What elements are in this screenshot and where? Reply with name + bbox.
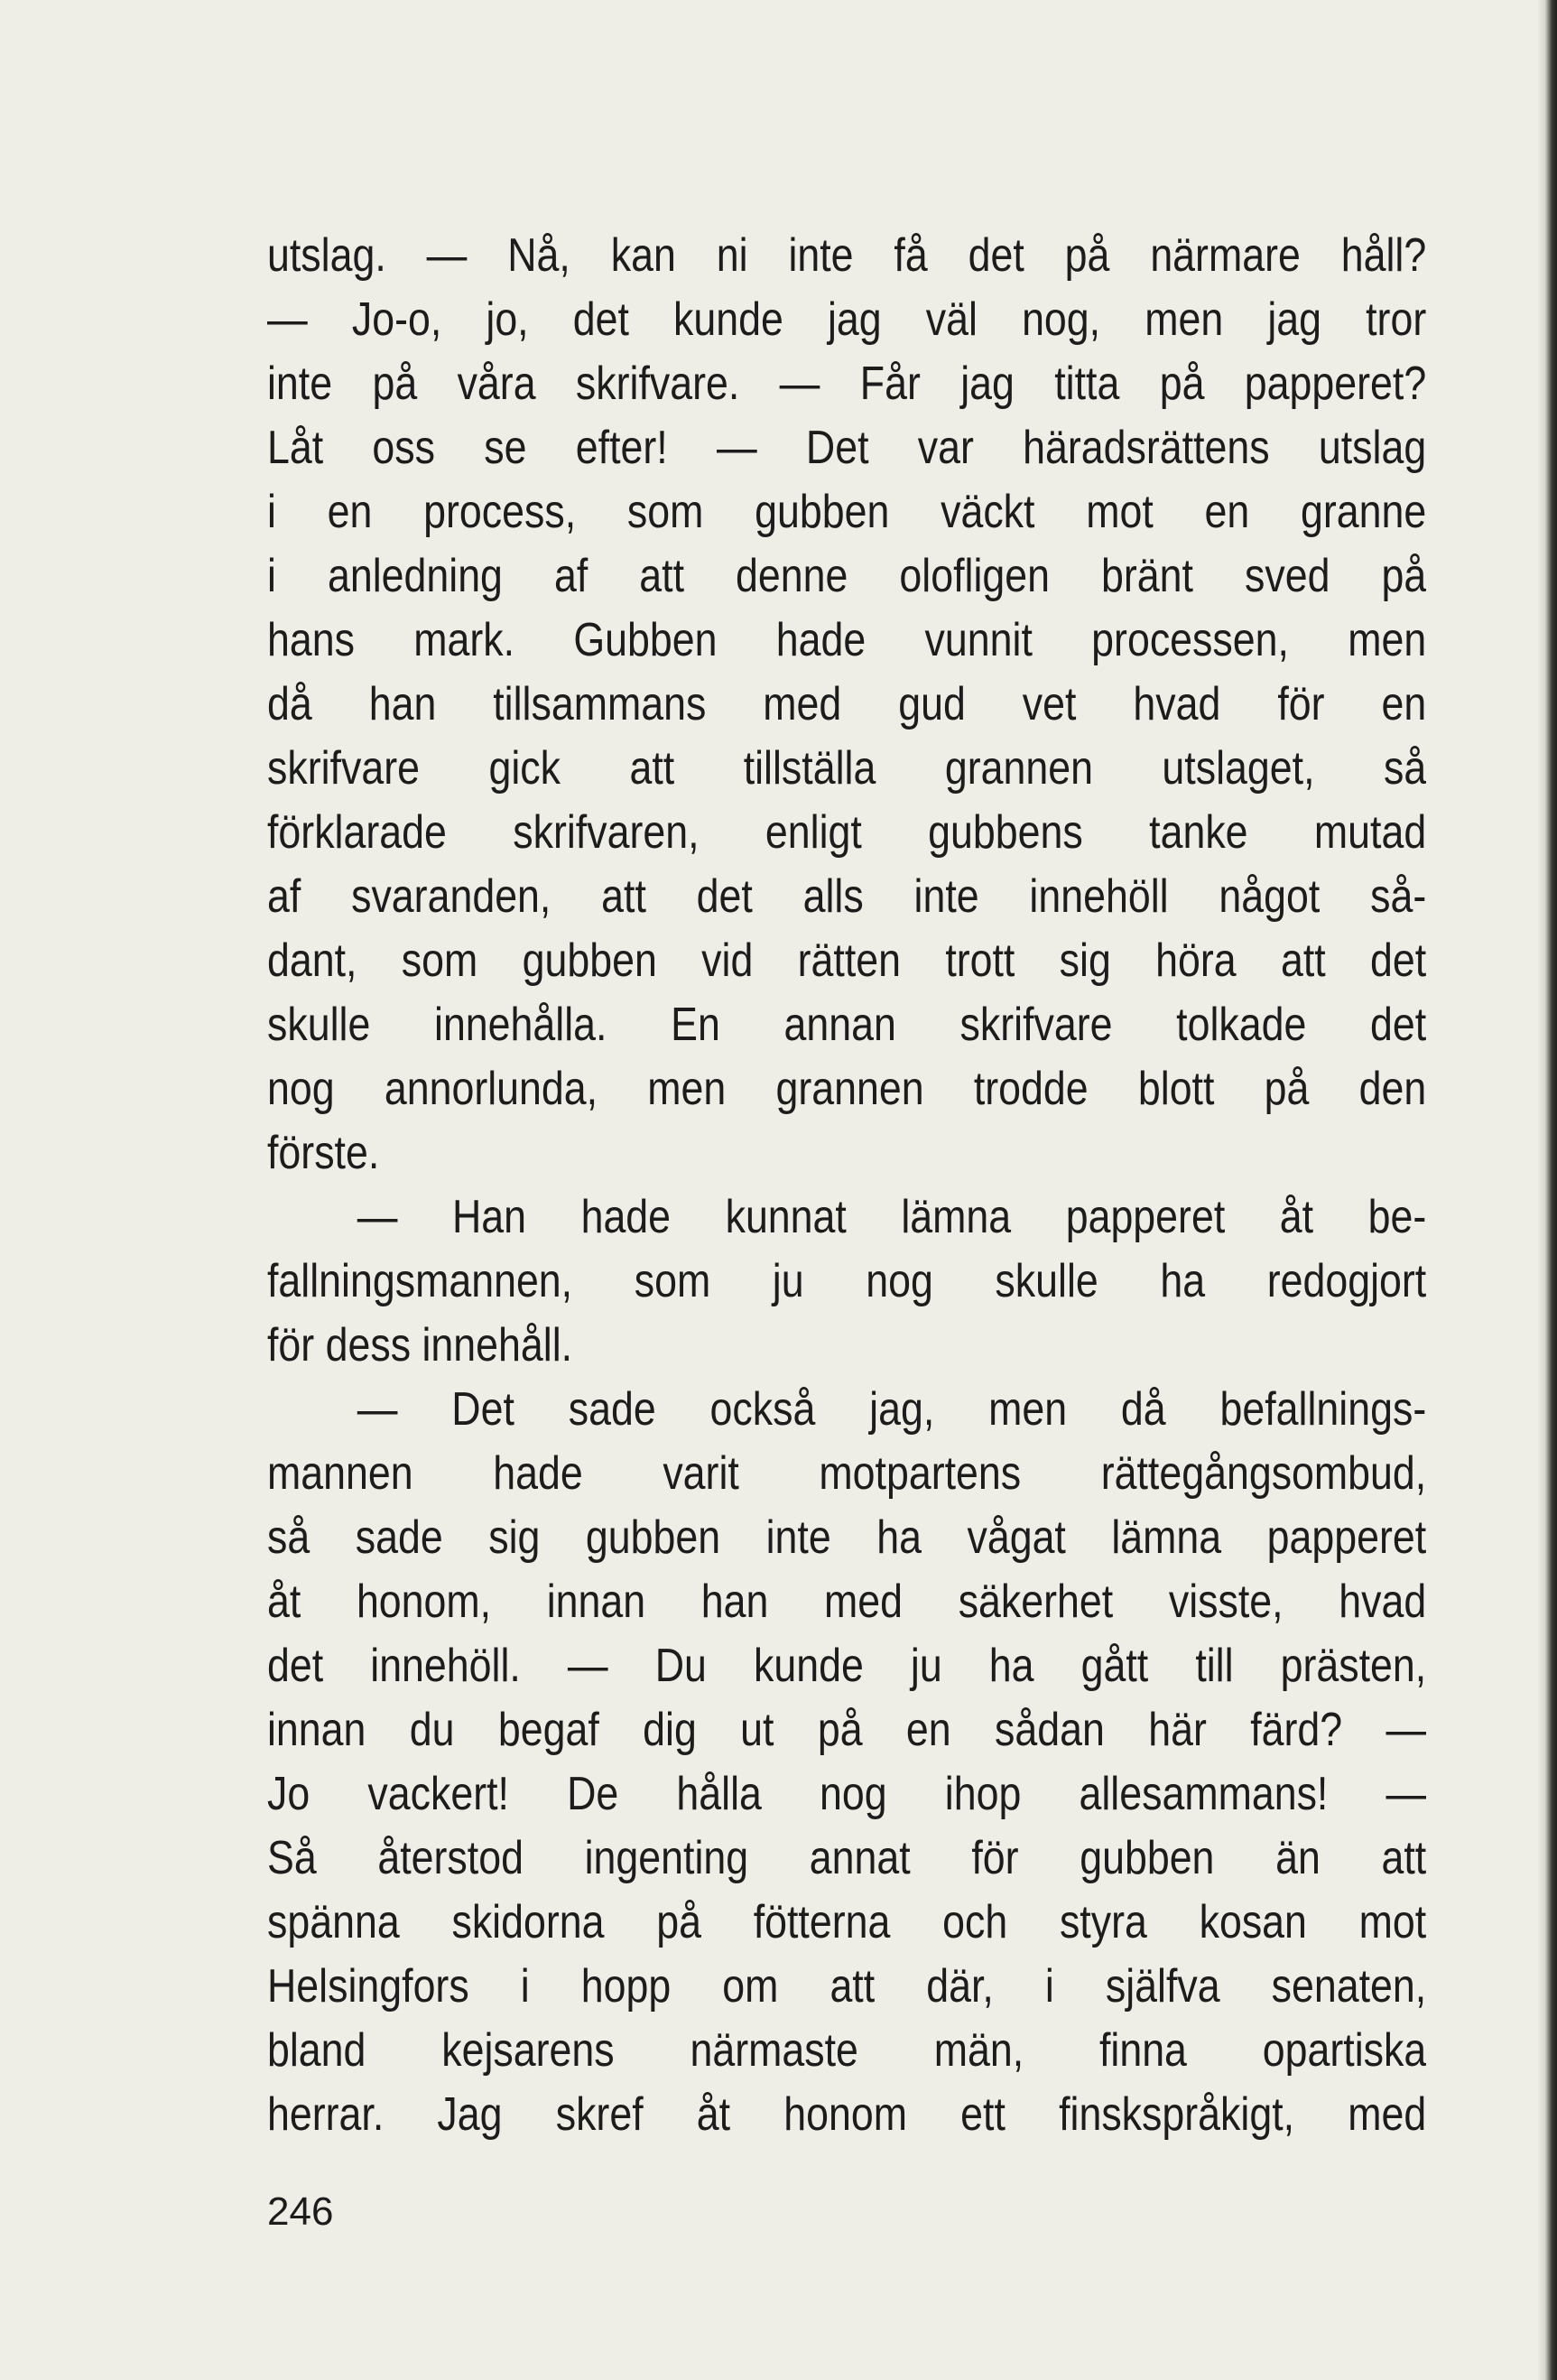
text-line: mannen hade varit motpartens rättegångsombud, (267, 1447, 1427, 1500)
body-text (267, 224, 1426, 2147)
text-line: dant, som gubben vid rätten trott sig höra att det (267, 934, 1427, 987)
text-line: hans mark. Gubben hade vunnit processen, men (267, 614, 1427, 666)
text-line: Låt oss se efter! — Det var häradsrättens utslag (267, 422, 1427, 474)
text-line: spänna skidorna på fötterna och styra kosan mot (267, 1896, 1427, 1948)
text-line: i anledning af att denne olofligen bränt sved på (267, 550, 1427, 602)
text-line: bland kejsarens närmaste män, finna opartiska (267, 2024, 1427, 2077)
text-line: Så återstod ingenting annat för gubben än att (267, 1832, 1427, 1884)
text-line: då han tillsammans med gud vet hvad för en (267, 678, 1427, 730)
text-line: i en process, som gubben väckt mot en granne (267, 486, 1427, 538)
text-line: — Det sade också jag, men då befallnings- (357, 1383, 1427, 1436)
text-line: skrifvare gick att tillställa grannen utslaget, så (267, 742, 1427, 795)
text-line: utslag. — Nå, kan ni inte få det på närmare håll? (267, 229, 1427, 282)
page-edge-shadow (1537, 0, 1557, 2380)
text-line: förklarade skrifvaren, enligt gubbens tanke mutad (267, 806, 1427, 859)
text-line: så sade sig gubben inte ha vågat lämna papperet (267, 1511, 1427, 1564)
text-line: innan du begaf dig ut på en sådan här färd? — (267, 1704, 1427, 1756)
text-line: af svaranden, att det alls inte innehöll något så- (267, 870, 1427, 923)
text-line: inte på våra skrifvare. — Får jag titta på papperet? (267, 358, 1427, 410)
text-line: — Han hade kunnat lämna papperet åt be- (357, 1191, 1427, 1243)
text-line: Jo vackert! De hålla nog ihop allesammans! — (267, 1768, 1427, 1820)
text-line: Helsingfors i hopp om att där, i själfva senaten, (267, 1960, 1427, 2013)
text-line: det innehöll. — Du kunde ju ha gått till prästen, (267, 1640, 1427, 1692)
text-line: — Jo-o, jo, det kunde jag väl nog, men jag tror (267, 293, 1427, 346)
text-line: skulle innehålla. En annan skrifvare tolkade det (267, 999, 1427, 1051)
text-line: förste. (267, 1127, 380, 1179)
text-line: åt honom, innan han med säkerhet visste, hvad (267, 1576, 1427, 1628)
text-line: herrar. Jag skref åt honom ett finskspråkigt, med (267, 2088, 1427, 2141)
text-line: nog annorlunda, men grannen trodde blott på den (267, 1063, 1427, 1115)
page-number: 246 (267, 2189, 334, 2234)
text-line: för dess innehåll. (267, 1319, 573, 1371)
text-line: fallningsmannen, som ju nog skulle ha redogjort (267, 1255, 1427, 1307)
